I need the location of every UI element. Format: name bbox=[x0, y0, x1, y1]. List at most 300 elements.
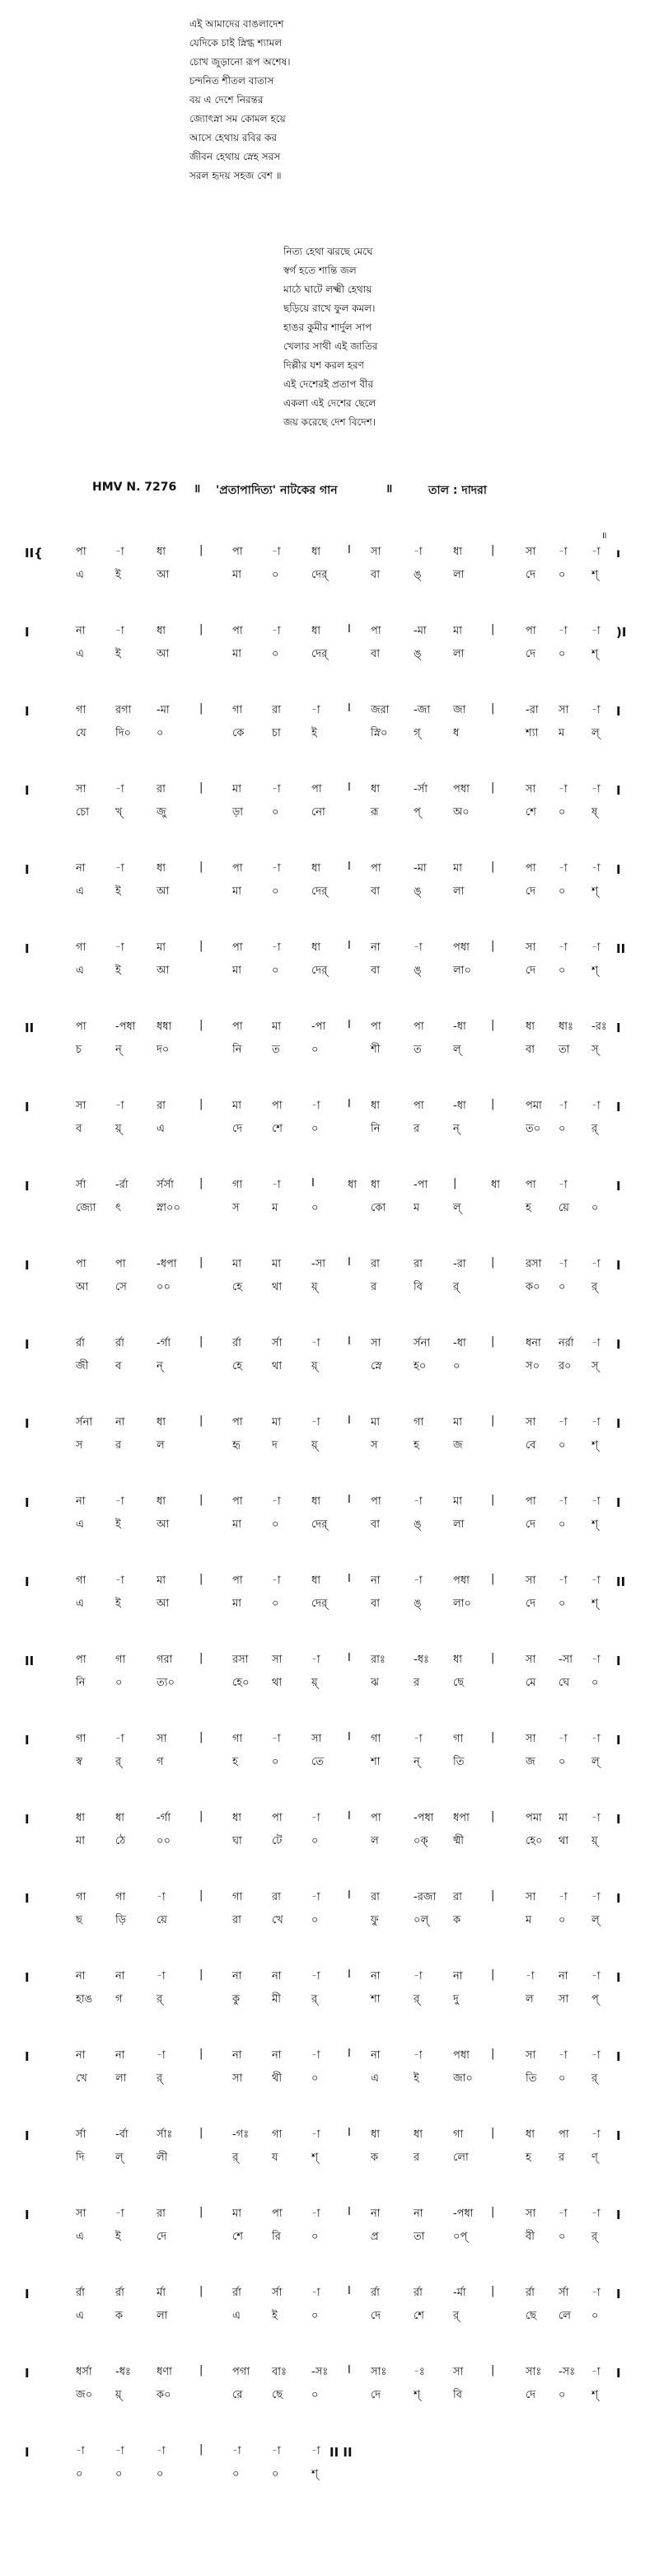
lyric-syllable: আ bbox=[157, 569, 170, 581]
notation-block bbox=[25, 615, 634, 689]
lyric-syllable: বা bbox=[371, 1598, 381, 1610]
lyric-syllable: ০ bbox=[591, 2310, 599, 2322]
note: পা bbox=[414, 1021, 424, 1033]
lyric-syllable: হাঙ bbox=[76, 1993, 93, 2006]
note: না bbox=[76, 1970, 86, 1982]
poem-stanza-2 bbox=[283, 242, 377, 432]
lyric-syllable: ০ bbox=[311, 1123, 319, 1135]
end-bar: I bbox=[616, 1100, 621, 1114]
lyric-syllable: লা bbox=[453, 648, 465, 660]
note: মা bbox=[453, 625, 462, 637]
beat-separator: | bbox=[199, 544, 203, 556]
lyric-syllable: হৃ bbox=[232, 1439, 241, 1452]
note: -া bbox=[591, 783, 601, 795]
note: জরা bbox=[371, 704, 390, 716]
lyric-syllable: ই bbox=[115, 964, 121, 977]
beat-separator: I bbox=[348, 1415, 351, 1427]
note: মা bbox=[371, 1416, 380, 1429]
note: র্সনা bbox=[414, 1337, 431, 1349]
lyric-syllable: স্নি০ bbox=[371, 727, 388, 739]
note: গা bbox=[115, 1654, 126, 1666]
lyric-syllable: ০ bbox=[559, 2072, 566, 2085]
lyric-syllable: ই bbox=[115, 1598, 121, 1610]
note: ধা bbox=[311, 1574, 321, 1587]
note: সাঃ bbox=[371, 2366, 387, 2378]
lyric-syllable: রূ bbox=[371, 806, 379, 819]
notation-block bbox=[25, 1327, 634, 1401]
lyric-syllable: বা bbox=[371, 885, 381, 898]
lyric-syllable: ম bbox=[272, 1202, 278, 1214]
beat-separator: I bbox=[348, 1652, 351, 1664]
lyric-syllable: ঝ bbox=[371, 1677, 379, 1689]
lyric-syllable: ড়া bbox=[232, 806, 244, 819]
beat-separator: I bbox=[348, 1731, 351, 1743]
note: গা bbox=[232, 1179, 243, 1191]
note: -পধা bbox=[115, 1021, 136, 1033]
lyric-syllable: শ্ bbox=[591, 1439, 599, 1452]
lyric-syllable: ০ bbox=[311, 2231, 319, 2243]
note: না bbox=[115, 1416, 125, 1429]
note: পা bbox=[526, 1495, 536, 1508]
note: -া bbox=[591, 2208, 601, 2220]
poem-stanza-1-line: যেদিকে চাই স্নিগ্ধ শ্যামল bbox=[189, 37, 283, 49]
beat-separator: I bbox=[348, 2048, 351, 2060]
note-row bbox=[25, 2364, 634, 2382]
beat-separator: | bbox=[491, 1652, 495, 1664]
lyric-syllable: রা bbox=[232, 1914, 241, 1926]
note: পা bbox=[115, 1258, 126, 1270]
note: পা bbox=[272, 1812, 283, 1824]
lyric-syllable: মা bbox=[76, 1835, 85, 1847]
note: -মা bbox=[157, 704, 170, 716]
lyric-syllable: ষ্ bbox=[591, 806, 598, 819]
lyric-syllable: দ০ bbox=[157, 1044, 170, 1056]
note: -া bbox=[559, 1416, 568, 1429]
note: -ধা bbox=[453, 1100, 466, 1112]
record-number: HMV N. 7276 bbox=[92, 481, 177, 494]
note: র্সনা bbox=[76, 1416, 93, 1429]
lyric-syllable: শ্ bbox=[311, 2151, 319, 2164]
note: পা bbox=[272, 1100, 283, 1112]
note: -া bbox=[232, 2445, 241, 2457]
lyric-syllable: ল্ bbox=[591, 1756, 600, 1768]
lyric-row bbox=[25, 884, 634, 902]
lyric-syllable: মা bbox=[232, 569, 241, 581]
beat-separator: | bbox=[491, 1098, 495, 1110]
lyric-row bbox=[25, 2071, 634, 2089]
lyric-syllable: শে bbox=[414, 2310, 424, 2322]
lyric-syllable: আ bbox=[157, 1598, 170, 1610]
note: -া bbox=[591, 546, 601, 558]
notation-block bbox=[25, 2277, 634, 2351]
lyric-syllable: গ bbox=[157, 1756, 164, 1768]
lyric-syllable: বা bbox=[371, 648, 381, 660]
lyric-syllable: হে০ bbox=[526, 1835, 543, 1847]
note: -সঃ bbox=[311, 2366, 329, 2378]
lyric-syllable: র্ bbox=[591, 1123, 598, 1135]
note: না bbox=[272, 1970, 282, 1982]
lyric-syllable: কু bbox=[232, 1993, 241, 2006]
lyric-syllable: র্ bbox=[591, 2072, 598, 2085]
lyric-syllable: ০ bbox=[272, 2468, 279, 2480]
beat-separator: I bbox=[348, 1494, 351, 1506]
lyric-syllable: প্ bbox=[414, 806, 421, 819]
beat-separator: | bbox=[199, 1415, 203, 1427]
note: -া bbox=[591, 1654, 601, 1666]
lyric-syllable: ঠে bbox=[115, 1835, 126, 1847]
note-row bbox=[25, 861, 634, 879]
note: পা bbox=[76, 1258, 86, 1270]
beat-separator: I bbox=[348, 1573, 351, 1585]
note: -া bbox=[115, 1495, 124, 1508]
note: না bbox=[559, 1970, 568, 1982]
note: -র্গা bbox=[157, 1812, 171, 1824]
beat-separator: I bbox=[348, 1098, 351, 1110]
note: পধা bbox=[453, 1574, 470, 1587]
note: মা bbox=[453, 1495, 462, 1508]
poem-stanza-1-line: সরল হৃদয় সহজ বেশ ॥ bbox=[189, 170, 282, 181]
note: পা bbox=[526, 625, 536, 637]
note: রা bbox=[453, 1891, 462, 1903]
beat-separator: | bbox=[491, 2364, 495, 2377]
note-row bbox=[25, 2048, 634, 2066]
note: -া bbox=[591, 1337, 601, 1349]
note: -া bbox=[591, 1574, 601, 1587]
end-bar: I bbox=[616, 1258, 621, 1273]
lyric-syllable: ০ bbox=[559, 885, 566, 898]
note: ধা bbox=[453, 1654, 463, 1666]
lyric-syllable: ০ bbox=[559, 1756, 566, 1768]
beat-separator: I bbox=[348, 702, 351, 715]
lyric-row bbox=[25, 646, 634, 664]
note: সাঃ bbox=[526, 2366, 542, 2378]
lyric-syllable: দে bbox=[526, 2389, 536, 2401]
note: পা bbox=[371, 625, 381, 637]
end-bar: I bbox=[616, 2128, 621, 2143]
lyric-syllable: ০ bbox=[559, 806, 566, 819]
lyric-syllable: এ bbox=[371, 2072, 379, 2085]
lyric-syllable: ন্ bbox=[115, 1044, 122, 1056]
start-bar: I bbox=[25, 1733, 30, 1748]
note: -া bbox=[311, 1416, 320, 1429]
note: -পা bbox=[414, 1179, 428, 1191]
note: র্রা bbox=[115, 1337, 124, 1349]
beat-separator: | bbox=[199, 2048, 203, 2060]
poem-stanza-1-line: চন্দনিত শীতল বাতাস bbox=[189, 75, 274, 87]
lyric-syllable: জা০ bbox=[453, 2072, 473, 2085]
lyric-syllable: শ্ bbox=[591, 885, 599, 898]
beat-separator: | bbox=[199, 861, 203, 873]
note: না bbox=[232, 2049, 242, 2062]
lyric-syllable: ৎ bbox=[115, 1202, 121, 1214]
lyric-syllable: শ্ bbox=[591, 1598, 599, 1610]
note: রাঃ bbox=[371, 1654, 386, 1666]
note: -া bbox=[272, 1179, 281, 1191]
lyric-syllable: থা bbox=[272, 1360, 283, 1372]
beat-separator: | bbox=[199, 940, 203, 952]
note: -া bbox=[591, 1733, 601, 1745]
lyric-syllable: রে bbox=[232, 2389, 243, 2401]
note: না bbox=[76, 1495, 86, 1508]
end-bar: I bbox=[616, 2287, 621, 2302]
end-bar: I bbox=[616, 1021, 621, 1035]
note: পা bbox=[559, 2128, 569, 2141]
end-bar: )I bbox=[616, 625, 627, 640]
start-bar: II bbox=[25, 1654, 35, 1668]
note: -া bbox=[414, 1574, 423, 1587]
lyric-syllable: য়ে bbox=[559, 1202, 569, 1214]
note-row bbox=[25, 1810, 634, 1828]
lyric-syllable: হ bbox=[414, 1439, 419, 1452]
note: গা bbox=[115, 1891, 126, 1903]
note: -পা bbox=[311, 1021, 326, 1033]
beat-separator: | bbox=[199, 1968, 203, 1981]
lyric-row bbox=[25, 1912, 634, 1931]
start-bar: I bbox=[25, 2208, 30, 2222]
note: রা bbox=[272, 1891, 281, 1903]
lyric-syllable: য়্ bbox=[311, 1677, 318, 1689]
lyric-syllable: ০ল্ bbox=[414, 1914, 429, 1926]
note: র্রা bbox=[232, 2287, 241, 2299]
beat-separator: I bbox=[348, 940, 351, 952]
lyric-syllable: ধ bbox=[453, 727, 460, 739]
notation-block bbox=[25, 2356, 634, 2430]
lyric-row bbox=[25, 805, 634, 823]
lyric-syllable: ম bbox=[559, 727, 565, 739]
note: -া bbox=[414, 1970, 423, 1982]
note: ধা bbox=[115, 1812, 125, 1824]
end-bar: ı bbox=[616, 546, 621, 561]
note: -ধা bbox=[453, 1337, 466, 1349]
lyric-syllable: তা bbox=[559, 1044, 570, 1056]
note: -া bbox=[311, 704, 320, 716]
end-bar: I bbox=[616, 1733, 621, 1748]
note: গা bbox=[453, 1733, 464, 1745]
note: পধা bbox=[453, 2049, 470, 2062]
lyric-syllable: র bbox=[414, 2151, 420, 2164]
note: -া bbox=[526, 1970, 535, 1982]
lyric-syllable: ০ bbox=[559, 1518, 566, 1531]
lyric-syllable: ০ bbox=[272, 885, 279, 898]
poem-stanza-1-line: আসে হেথায় রবির কর bbox=[189, 132, 277, 143]
note: গরা bbox=[157, 1654, 173, 1666]
lyric-syllable: হ bbox=[526, 2151, 531, 2164]
lyric-syllable: থা bbox=[559, 1835, 569, 1847]
note: পা bbox=[371, 862, 381, 875]
beat-separator: | bbox=[199, 1810, 203, 1823]
note: -া bbox=[76, 2445, 85, 2457]
end-bar: I bbox=[616, 2208, 621, 2222]
lyric-syllable: ০ bbox=[591, 1677, 599, 1689]
note: সা bbox=[157, 1733, 167, 1745]
note: -গঃ bbox=[232, 2128, 250, 2141]
lyric-syllable: ০ bbox=[232, 2468, 240, 2480]
lyric-syllable: স bbox=[371, 1439, 378, 1452]
note: -া bbox=[311, 2128, 320, 2141]
note: পা bbox=[232, 862, 243, 875]
beat-separator: | bbox=[491, 702, 495, 715]
beat-separator: | bbox=[491, 1889, 495, 1902]
note: পা bbox=[76, 1021, 86, 1033]
note: গা bbox=[76, 941, 86, 954]
note: মা bbox=[272, 1258, 281, 1270]
lyric-syllable: দি bbox=[76, 2151, 85, 2164]
end-bar: II bbox=[616, 941, 626, 956]
note: -সঃ bbox=[559, 2366, 576, 2378]
lyric-syllable: জু bbox=[157, 806, 166, 819]
note: -া bbox=[591, 1100, 601, 1112]
note: সা bbox=[453, 2366, 464, 2378]
lyric-syllable: ০ক্ bbox=[414, 1835, 428, 1847]
start-bar: I bbox=[25, 2049, 30, 2064]
lyric-syllable: এ bbox=[76, 964, 84, 977]
lyric-syllable: য়্ bbox=[311, 1439, 318, 1452]
note: র্মা bbox=[157, 2287, 166, 2299]
beat-separator: I bbox=[348, 2206, 351, 2218]
lyric-syllable: ই bbox=[115, 885, 121, 898]
note-row bbox=[25, 781, 634, 800]
note: -া bbox=[272, 1495, 281, 1508]
lyric-syllable: ০ bbox=[157, 727, 164, 739]
start-bar: I bbox=[25, 1179, 30, 1194]
lyric-syllable: লে bbox=[559, 2310, 571, 2322]
note: রা bbox=[272, 704, 281, 716]
beat-separator: I bbox=[348, 2127, 351, 2139]
note: -া bbox=[559, 783, 568, 795]
lyric-syllable: ০০ bbox=[157, 1281, 171, 1293]
note: সা bbox=[526, 1733, 536, 1745]
lyric-syllable: ক bbox=[453, 1914, 461, 1926]
note: -া bbox=[559, 1258, 568, 1270]
beat-separator: | bbox=[491, 2285, 495, 2297]
lyric-syllable: র bbox=[115, 1439, 122, 1452]
lyric-syllable: ০ bbox=[559, 569, 566, 581]
note: -র্সা bbox=[414, 783, 428, 795]
lyric-syllable: ঙ্ bbox=[414, 1518, 422, 1531]
note: -র্বা bbox=[115, 2128, 129, 2141]
lyric-syllable: ০ bbox=[559, 1598, 566, 1610]
note: -া bbox=[115, 1574, 124, 1587]
note: মা bbox=[232, 1258, 241, 1270]
lyric-syllable: এ bbox=[76, 569, 84, 581]
lyric-syllable: ০ bbox=[559, 648, 566, 660]
lyric-syllable: শ্ bbox=[591, 964, 599, 977]
lyric-syllable: ল্ bbox=[115, 2151, 124, 2164]
lyric-syllable: বি bbox=[414, 1281, 423, 1293]
lyric-syllable: ঘে bbox=[559, 1677, 570, 1689]
lyric-syllable: আ bbox=[157, 1518, 170, 1531]
note: -া bbox=[591, 704, 601, 716]
note: মা bbox=[232, 1100, 241, 1112]
lyric-syllable: র্ bbox=[591, 1281, 598, 1293]
lyric-syllable: দে bbox=[526, 964, 536, 977]
end-bar: I bbox=[616, 783, 621, 798]
note-row bbox=[25, 2285, 634, 2303]
lyric-syllable: কে bbox=[232, 727, 245, 739]
lyric-syllable: রি bbox=[272, 2231, 281, 2243]
lyric-syllable: থা bbox=[272, 1677, 283, 1689]
note: -া bbox=[591, 1812, 601, 1824]
note-row bbox=[25, 1098, 634, 1116]
lyric-syllable: সে bbox=[115, 1281, 127, 1293]
note: -সা bbox=[559, 1654, 573, 1666]
note: ধা bbox=[157, 1416, 166, 1429]
header-separator: ॥ bbox=[194, 482, 201, 495]
note: গা bbox=[232, 1733, 243, 1745]
note: -া bbox=[559, 625, 568, 637]
note: সা bbox=[526, 941, 536, 954]
beat-separator: | bbox=[491, 861, 495, 873]
note: র্সাঃ bbox=[157, 2128, 173, 2141]
lyric-syllable: ল bbox=[157, 1439, 165, 1452]
lyric-syllable: জী bbox=[76, 1360, 89, 1372]
note: -রা bbox=[453, 1258, 466, 1270]
beat-separator: | bbox=[199, 2206, 203, 2218]
note: -া bbox=[115, 1100, 124, 1112]
note-row bbox=[25, 1573, 634, 1591]
poem-stanza-2-line: দিল্লীর যশ করল হরণ bbox=[283, 359, 364, 371]
lyric-syllable: ০ bbox=[311, 2072, 319, 2085]
lyric-syllable: লো bbox=[453, 2151, 469, 2164]
note: গা bbox=[414, 1416, 424, 1429]
beat-separator: I bbox=[348, 623, 351, 636]
lyric-row bbox=[25, 1754, 634, 1772]
note: পা bbox=[232, 625, 243, 637]
note: সা bbox=[526, 783, 536, 795]
start-bar: I bbox=[25, 1574, 30, 1589]
lyric-syllable: ০ bbox=[272, 1598, 279, 1610]
lyric-syllable: ০ bbox=[311, 1044, 319, 1056]
note-row bbox=[25, 1177, 634, 1195]
lyric-syllable: মা bbox=[232, 648, 241, 660]
note-row bbox=[25, 940, 634, 958]
lyric-syllable: বা bbox=[371, 569, 381, 581]
note: -া bbox=[272, 2445, 281, 2457]
note: না bbox=[371, 941, 381, 954]
notation-block bbox=[25, 1644, 634, 1718]
beat-separator: | bbox=[491, 1573, 495, 1585]
lyric-syllable: এ bbox=[232, 2310, 241, 2322]
lyric-syllable: ঙ্ bbox=[414, 964, 422, 977]
poem-stanza-1-line: জীবন হেথায় স্নেহ সরস bbox=[189, 151, 281, 162]
lyric-syllable: ০ bbox=[115, 1677, 123, 1689]
note: পা bbox=[232, 1495, 243, 1508]
beat-separator: | bbox=[199, 1652, 203, 1664]
beat-separator: | bbox=[491, 1810, 495, 1823]
lyric-syllable: ০ bbox=[272, 569, 279, 581]
lyric-row bbox=[25, 1833, 634, 1851]
poem-stanza-1-line: চোখ জুড়ানো রূপ অশেষ। bbox=[189, 56, 291, 68]
beat-separator: | bbox=[491, 2127, 495, 2139]
lyric-syllable: ০ bbox=[76, 2468, 83, 2480]
beat-separator: | bbox=[199, 1573, 203, 1585]
note: না bbox=[115, 1970, 125, 1982]
note: -া bbox=[115, 1733, 124, 1745]
note: রসা bbox=[232, 1654, 249, 1666]
start-bar: I bbox=[25, 1495, 30, 1510]
start-bar: I bbox=[25, 1258, 30, 1273]
lyric-syllable: র্ bbox=[591, 2231, 598, 2243]
notation-block bbox=[25, 1406, 634, 1480]
beat-separator: | bbox=[491, 1256, 495, 1269]
repeat-mark: ॥ bbox=[601, 530, 607, 541]
note-row bbox=[25, 1494, 634, 1512]
note: সা bbox=[559, 704, 569, 716]
note: রা bbox=[157, 1100, 166, 1112]
note: ধা bbox=[157, 862, 166, 875]
note: মা bbox=[559, 1812, 568, 1824]
beat-separator: | bbox=[491, 1494, 495, 1506]
